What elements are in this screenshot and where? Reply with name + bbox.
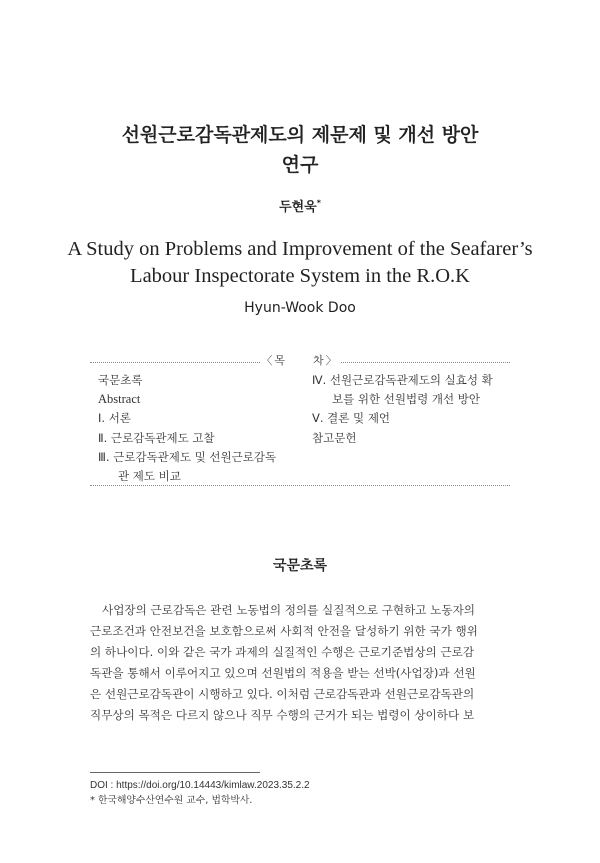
paper-title-english bbox=[0, 236, 600, 290]
author-name-korean: 두현욱 bbox=[279, 200, 317, 215]
body-line: 사업장의 근로감독은 관련 노동법의 정의를 실질적으로 구현하고 노동자의 bbox=[102, 603, 475, 617]
author-english: Hyun-Wook Doo bbox=[244, 300, 356, 316]
toc-right-column bbox=[312, 371, 512, 448]
author-affiliation-footnote: * 한국해양수산연수원 교수, 법학박사. bbox=[90, 795, 253, 806]
paper-title-korean bbox=[0, 120, 600, 180]
toc-item: 참고문헌 bbox=[312, 430, 357, 445]
title-line-2: 연구 bbox=[281, 154, 319, 176]
footnote-divider bbox=[90, 772, 260, 773]
body-line: 근로조건과 안전보건을 보호함으로써 사회적 안전을 달성하기 위한 국가 행위 bbox=[90, 624, 478, 638]
title-en-line-2: Labour Inspectorate System in the R.O.K bbox=[130, 265, 470, 287]
title-en-line-1: A Study on Problems and Improvement of the Seafarer’s bbox=[67, 238, 533, 260]
toc-item: Ⅱ. 근로감독관제도 고찰 bbox=[98, 430, 215, 445]
toc-item: Ⅴ. 결론 및 제언 bbox=[312, 411, 391, 426]
body-line: 직무상의 목적은 다르지 않으나 직무 수행의 근거가 되는 법령이 상이하다 보 bbox=[90, 708, 475, 722]
section-heading-abstract: 국문초록 bbox=[272, 558, 328, 574]
author-korean bbox=[0, 196, 600, 215]
doi-footnote: DOI : https://doi.org/10.14443/kimlaw.2023.35.2.2 bbox=[90, 780, 310, 791]
footnotes bbox=[90, 778, 510, 808]
toc-title: 〈목 차〉 bbox=[261, 354, 339, 367]
toc-item: Ⅲ. 근로감독관제도 및 선원근로감독 bbox=[98, 449, 277, 464]
abstract-body bbox=[90, 600, 510, 726]
title-line-1: 선원근로감독관제도의 제문제 및 개선 방안 bbox=[121, 124, 479, 146]
author-footnote-mark: * bbox=[316, 198, 321, 208]
body-line: 은 선원근로감독관이 시행하고 있다. 이처럼 근로감독관과 선원근로감독관의 bbox=[90, 687, 475, 701]
toc-item: Ⅳ. 선원근로감독관제도의 실효성 확 bbox=[312, 373, 493, 387]
body-line: 의 하나이다. 이와 같은 국가 과제의 실질적인 수행은 근로기준법상의 근로감 bbox=[90, 645, 475, 659]
toc-item-continuation: 보를 위한 선원법령 개선 방안 bbox=[332, 392, 480, 407]
toc-item-continuation: 관 제도 비교 bbox=[118, 469, 181, 484]
toc-item: 국문초록 bbox=[98, 373, 143, 387]
toc-item: Ⅰ. 서론 bbox=[98, 411, 131, 426]
toc-left-column bbox=[98, 371, 298, 486]
toc-item: Abstract bbox=[98, 392, 141, 407]
body-line: 독관을 통해서 이루어지고 있으며 선원법의 적용을 받는 선박(사업장)과 선원 bbox=[90, 666, 476, 680]
